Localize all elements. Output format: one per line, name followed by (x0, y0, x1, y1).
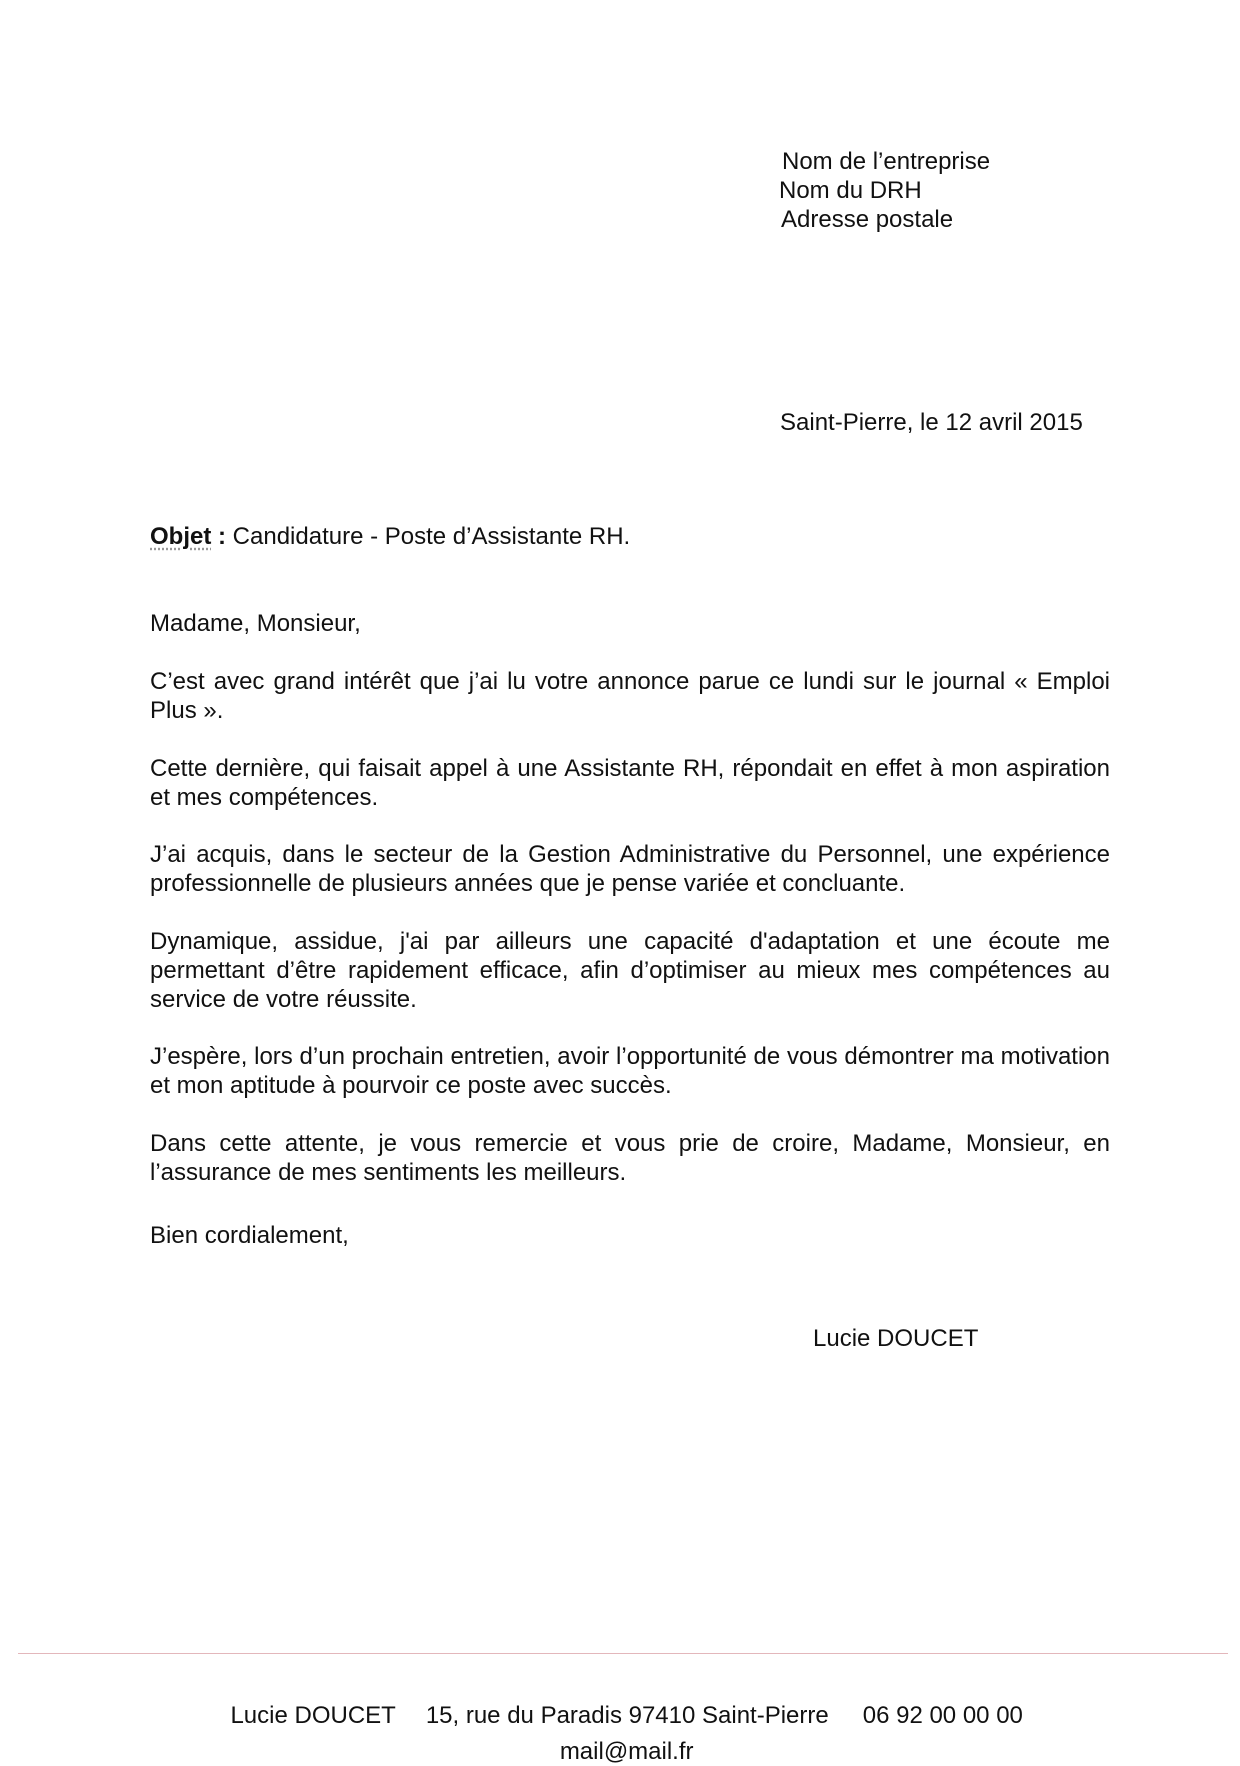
closing: Bien cordialement, (150, 1222, 349, 1249)
recipient-hr-name: Nom du DRH (779, 177, 922, 204)
footer-email-line (0, 1708, 1240, 1766)
paragraph-2: Cette dernière, qui faisait appel à une Assistante RH, répondait en effet à mon aspiration et mes compétences. (150, 755, 1110, 811)
object-label: Objet (150, 523, 212, 550)
paragraph-5: J’espère, lors d’un prochain entretien, avoir l’opportunité de vous démontrer ma motivation et mon aptitude à pourvoir ce poste avec succès. (150, 1043, 1110, 1099)
object-colon: : (211, 523, 227, 550)
paragraph-4: Dynamique, assidue, j'ai par ailleurs une capacité d'adaptation et une écoute me permettant d’être rapidement efficace, afin d’optimiser au mieux mes compétences au service de votre réussite. (150, 928, 1110, 1013)
recipient-address: Adresse postale (781, 206, 954, 233)
footer-divider (18, 1653, 1228, 1654)
signature: Lucie DOUCET (813, 1325, 979, 1352)
paragraph-3: J’ai acquis, dans le secteur de la Gestion Administrative du Personnel, une expérience professionnelle de plusieurs années que je pense variée et concluante. (150, 841, 1110, 897)
footer-email: mail@mail.fr (559, 1738, 694, 1765)
footer-phone: 06 92 00 00 00 (862, 1702, 1023, 1729)
paragraph-1: C’est avec grand intérêt que j’ai lu votre annonce parue ce lundi sur le journal « Emploi Plus ». (150, 668, 1110, 724)
footer-name: Lucie DOUCET (230, 1702, 396, 1729)
recipient-company: Nom de l’entreprise (782, 148, 991, 175)
object-line (150, 522, 630, 551)
place-date: Saint-Pierre, le 12 avril 2015 (780, 409, 1083, 436)
footer-address: 15, rue du Paradis 97410 Saint-Pierre (425, 1702, 829, 1729)
salutation: Madame, Monsieur, (150, 610, 361, 637)
paragraph-6: Dans cette attente, je vous remercie et vous prie de croire, Madame, Monsieur, en l’assurance de mes sentiments les meilleurs. (150, 1130, 1110, 1186)
object-text: Candidature - Poste d’Assistante RH. (226, 523, 631, 550)
